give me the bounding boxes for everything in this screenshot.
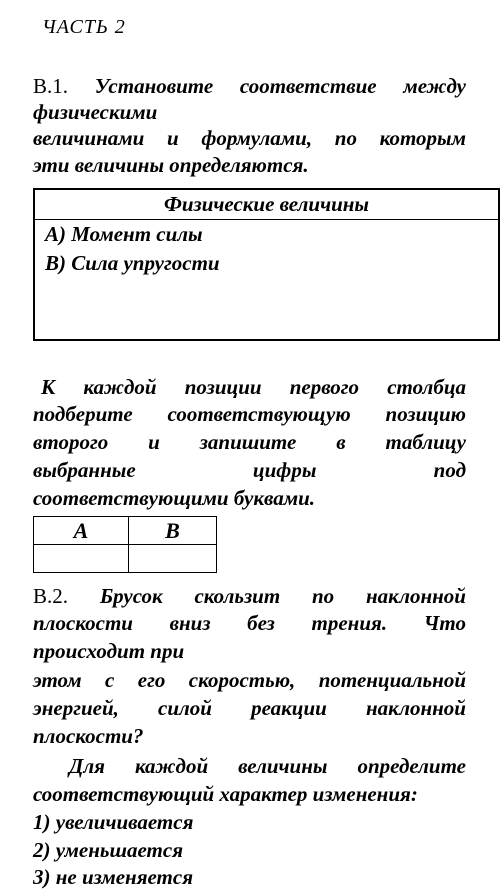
q1-line-2: физическими bbox=[33, 100, 158, 124]
quantities-table bbox=[33, 188, 500, 341]
quantity-row-b: В) Сила упругости bbox=[45, 251, 220, 275]
instruction-line-4: выбранные цифры под bbox=[33, 458, 466, 482]
q2-line-1 bbox=[33, 583, 466, 609]
instruction-line-3: второго и запишите в таблицу bbox=[33, 430, 466, 454]
instruction-line-1: К каждой позиции первого столбца bbox=[41, 375, 466, 399]
q2-line-4: этом с его скоростью, потенциальной bbox=[33, 668, 466, 692]
answer-table bbox=[33, 516, 217, 573]
answer-header-a: А bbox=[34, 517, 129, 545]
q1-line-4: эти величины определяются. bbox=[33, 153, 309, 177]
q1-number: В.1. bbox=[33, 74, 69, 98]
q2-line-5: энергией, силой реакции наклонной bbox=[33, 696, 466, 720]
answer-header-b: В bbox=[129, 517, 217, 545]
q2-line-8: соответствующий характер изменения: bbox=[33, 782, 418, 806]
q1-line-3: величинами и формулами, по которым bbox=[33, 126, 466, 150]
instruction-line-5: соответствующими буквами. bbox=[33, 486, 316, 510]
part-title: ЧАСТЬ 2 bbox=[42, 16, 126, 38]
option-2: 2) уменьшается bbox=[33, 838, 184, 862]
q2-line-7: Для каждой величины определите bbox=[69, 754, 466, 778]
q2-line-1-text: Брусок скользит по наклонной bbox=[99, 584, 466, 608]
q1-line-1-text: Установите соответствие между bbox=[94, 74, 466, 98]
q2-line-2: плоскости вниз без трения. Что bbox=[33, 611, 466, 635]
q2-line-3: происходит при bbox=[33, 639, 185, 663]
quantities-table-header: Физические величины bbox=[35, 190, 498, 220]
quantity-row-a: А) Момент силы bbox=[45, 222, 203, 246]
q2-number: В.2. bbox=[33, 584, 69, 608]
option-3: 3) не изменяется bbox=[33, 865, 194, 889]
instruction-line-2: подберите соответствующую позицию bbox=[33, 402, 466, 426]
option-1: 1) увеличивается bbox=[33, 810, 194, 834]
q1-line-1 bbox=[33, 73, 466, 99]
answer-cell-b[interactable] bbox=[129, 545, 217, 573]
answer-cell-a[interactable] bbox=[34, 545, 129, 573]
q2-line-6: плоскости? bbox=[33, 724, 144, 748]
